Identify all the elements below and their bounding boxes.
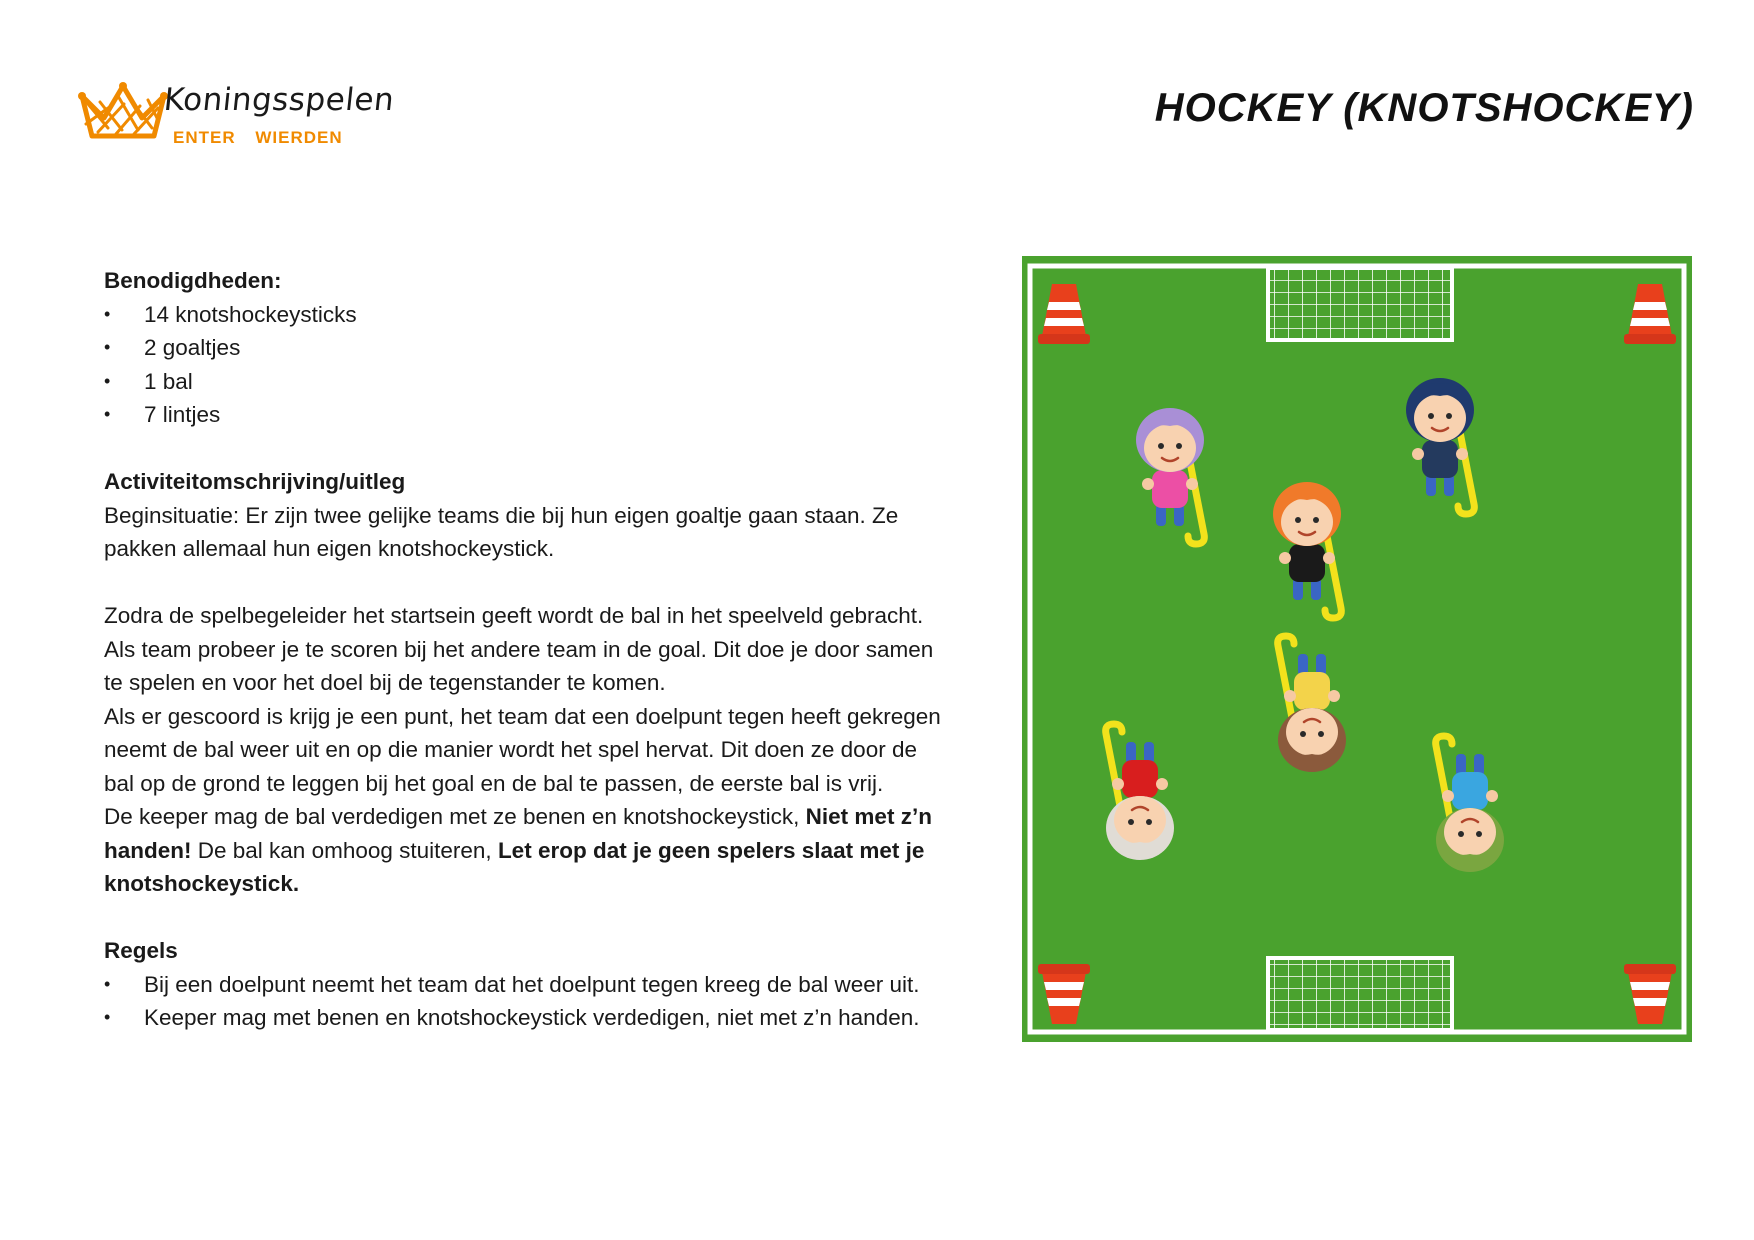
activity-line: te spelen en voor het doel bij de tegenstander te komen. <box>104 670 666 695</box>
goal-bottom <box>1268 958 1452 1030</box>
activity-line: Als team probeer je te scoren bij het andere team in de goal. Dit doe je door samen <box>104 636 934 662</box>
list-item: • 1 bal <box>104 368 193 394</box>
activity-line: Als er gescoord is krijg je een punt, het team dat een doelpunt tegen heeft gekregen <box>104 703 941 729</box>
goal-top <box>1268 268 1452 340</box>
instructions <box>104 264 994 1035</box>
activity-line: bal op de grond te leggen bij het goal en de bal te passen, de eerste bal is vrij. <box>104 770 884 796</box>
list-item: • Bij een doelpunt neemt het team dat het doelpunt tegen kreeg de bal weer uit. <box>104 971 920 997</box>
materials-list <box>104 298 994 432</box>
keeper-line: handen! De bal kan omhoog stuiteren, Let erop dat je geen spelers slaat met je <box>104 837 925 863</box>
activity-heading: Activiteitomschrijving/uitleg <box>104 469 406 494</box>
materials-heading: Benodigdheden: <box>104 268 282 293</box>
crown-icon <box>78 80 168 150</box>
activity-line: neemt de bal weer uit en op die manier wordt het spel hervat. Dit doen ze door de <box>104 737 917 762</box>
keeper-line: De keeper mag de bal verdedigen met ze benen en knotshockeystick, Niet met z’n <box>104 804 932 829</box>
page-title: HOCKEY (KNOTSHOCKEY) <box>1154 86 1694 130</box>
activity-start-line: Beginsituatie: Er zijn twee gelijke teams die bij hun eigen goaltje gaan staan. Ze <box>104 502 899 528</box>
rules-heading: Regels <box>104 938 178 963</box>
activity-line: Zodra de spelbegeleider het startsein geeft wordt de bal in het speelveld gebracht. <box>104 603 924 628</box>
activity-start-line: pakken allemaal hun eigen knotshockeystick. <box>104 536 555 561</box>
field-grass <box>1022 256 1692 1042</box>
logo-subtitle <box>173 128 343 148</box>
rules-list <box>104 968 994 1035</box>
list-item: • 7 lintjes <box>104 402 221 427</box>
list-item: • 14 knotshockeysticks <box>104 301 357 327</box>
list-item: • Keeper mag met benen en knotshockeystick verdedigen, niet met z’n handen. <box>104 1005 920 1030</box>
list-item: • 2 goaltjes <box>104 335 241 360</box>
keeper-line: knotshockeystick. <box>104 871 300 896</box>
hockey-field-diagram <box>1022 256 1692 1042</box>
logo <box>78 80 397 155</box>
logo-sub-left: ENTER <box>173 128 236 147</box>
logo-title: Koningsspelen <box>162 82 397 118</box>
logo-sub-right: WIERDEN <box>255 128 343 147</box>
